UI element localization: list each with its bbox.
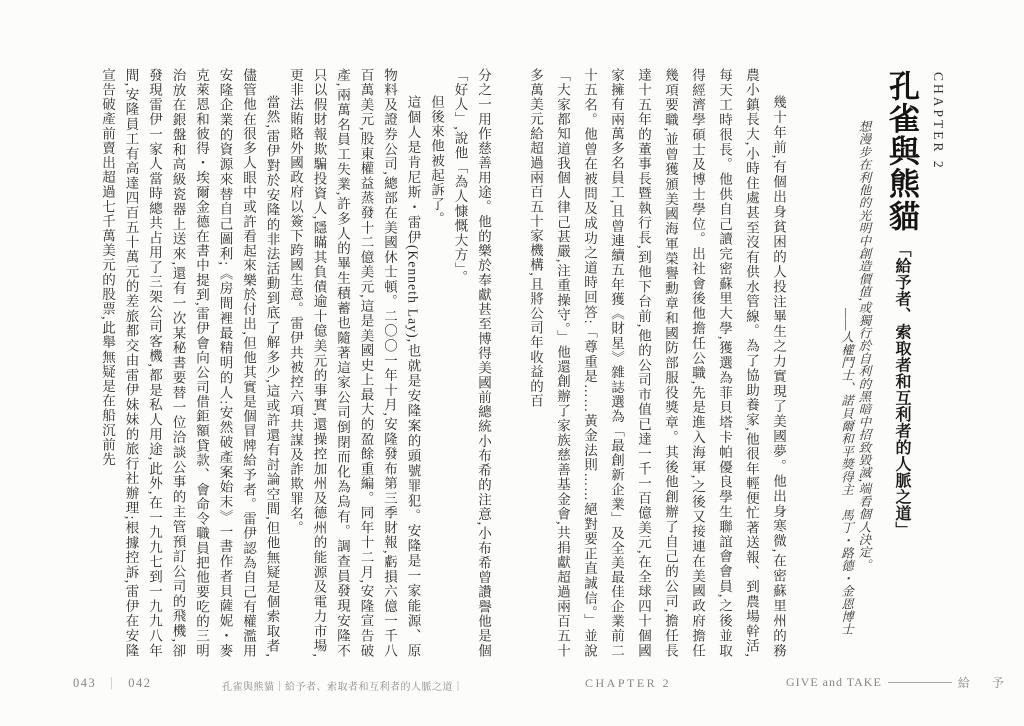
running-title: 孔雀與熊貓｜給予者、索取者和互利者的人脈之道｜	[222, 682, 464, 693]
paragraph: 但後來他被起訴了。	[429, 95, 444, 227]
paragraph: 幾十年前,有個出身貧困的人投注畢生之力實現了美國夢。他出身寒微,在密蘇里州的務農小鎮長大,小時住處甚至沒有供水管線。為了協助養家,他很年輕便忙著送報、到農場幹活,每天工時很長。他供自己讀完密蘇里大學,獲選為菲貝塔卡帕優良學生聯誼會會員,之後並取得經濟學碩士及博士學位。出社會後他擔任公職,先是進入海軍,之後又接連在美國政府擔任幾項要職,並曾獲頒美國海軍榮譽勳章和國防部服役獎章。其後他創辦了自己的公司,擔任長達十五年的董事長暨執行長,到他下台前,他的公司市值已達一千一百億美元,在全球四十個國家擁有兩萬多名員工,且曾連續五年獲《財星》雜誌選為「最創新企業」及全美最佳企業前二十五名。他曾在被問及成功之道時回答:「尊重是……黃金法則……絕對要正直誠信。」並說「大家都知道我個人律己甚嚴,注重操守。」他還創辦了家族慈善基金會,共捐獻超過兩百五十多萬美元給超過兩百五十家機構,且將公司年收益的百	[528, 68, 786, 658]
folio-right: 042	[128, 675, 152, 690]
book-title-cn: 給 予	[957, 676, 1009, 690]
paragraph-continuation: 分之一用作慈善用途。他的樂於奉獻甚至博得美國前總統小布希的注意,小布希曾讚譽他是個「好人」,說他「為人慷慨大方」。	[452, 68, 491, 658]
chapter-subtitle: 「給予者、索取者和互利者的人脈之道」	[893, 240, 910, 538]
chapter-label: CHAPTER 2	[931, 72, 946, 171]
rule-line	[888, 682, 952, 683]
paragraph: 這個人是肯尼斯・雷伊(Kenneth Lay),也就是安隆案的頭號罪犯。安隆是一家能源、原物料及證券公司,總部在美國休士頓。二〇〇一年十月,安隆發布第三季財報,虧損六億一千八百萬美元,股東權益蒸發十二億美元,這是美國史上最大的盈餘重編。同年十二月,安隆宣告破產,兩萬名員工失業,許多人的畢生積蓄也隨著這家公司倒閉而化為烏有。調查員發現安隆不只以假財報欺騙投資人,隱瞞其負債逾十億美元的事實,還操控加州及德州的能源及電力市場,更非法賄賂外國政府以簽下跨國生意。雷伊共被控六項共謀及詐欺罪名。	[288, 68, 421, 658]
epigraph-attribution: ——人權鬥士、諾貝爾和平獎得主 馬丁・路德・金恩博士	[839, 308, 854, 636]
running-book-title	[786, 674, 1009, 691]
paragraph: 當然,雷伊對於安隆的非法活動到底了解多少,這或許還有討論空間,但他無疑是個索取者,儘管他在很多人眼中或許看起來樂於付出,但他其實是個冒牌給予者。雷伊認為自己有權濫用安隆企業的資源來替自己圖利;《房間裡最精明的人:安然破產案始末》一書作者貝薩妮・麥克萊恩和彼得・埃爾金德在書中提到,雷伊會向公司借鉅額貸款、會命令職員把他要吃的三明治放在銀盤和高級瓷器上送來,還有一次某秘書要替一位洽談公事的主管預訂公司的飛機,卻發現雷伊一家人當時總共占用了三架公司客機,都是私人用途,此外,在一九九七到一九九八年間,安隆員工有高達四百五十萬元的差旅都交由雷伊妹妹的旅行社辦理;根據控訴,雷伊在安隆宣告破產前賣出超過七千萬美元的股票,此舉無疑是在船沉前先	[100, 68, 280, 658]
chapter-title-column	[880, 70, 922, 538]
left-page-body-text	[71, 68, 495, 658]
page-numbers	[73, 674, 152, 692]
chapter-title: 孔雀與熊貓	[884, 70, 919, 233]
epigraph-text: 想漫步在利他的光明中創造價值,或獨行於自利的黑暗中招致毀滅,端看個人決定。	[857, 120, 871, 572]
epigraph	[837, 120, 872, 668]
folio-divider: ｜	[105, 677, 120, 691]
right-page-body-text	[520, 68, 792, 658]
book-title-en: GIVE and TAKE	[786, 675, 882, 689]
running-chapter: CHAPTER 2	[585, 676, 672, 690]
folio-left: 043	[73, 675, 97, 690]
